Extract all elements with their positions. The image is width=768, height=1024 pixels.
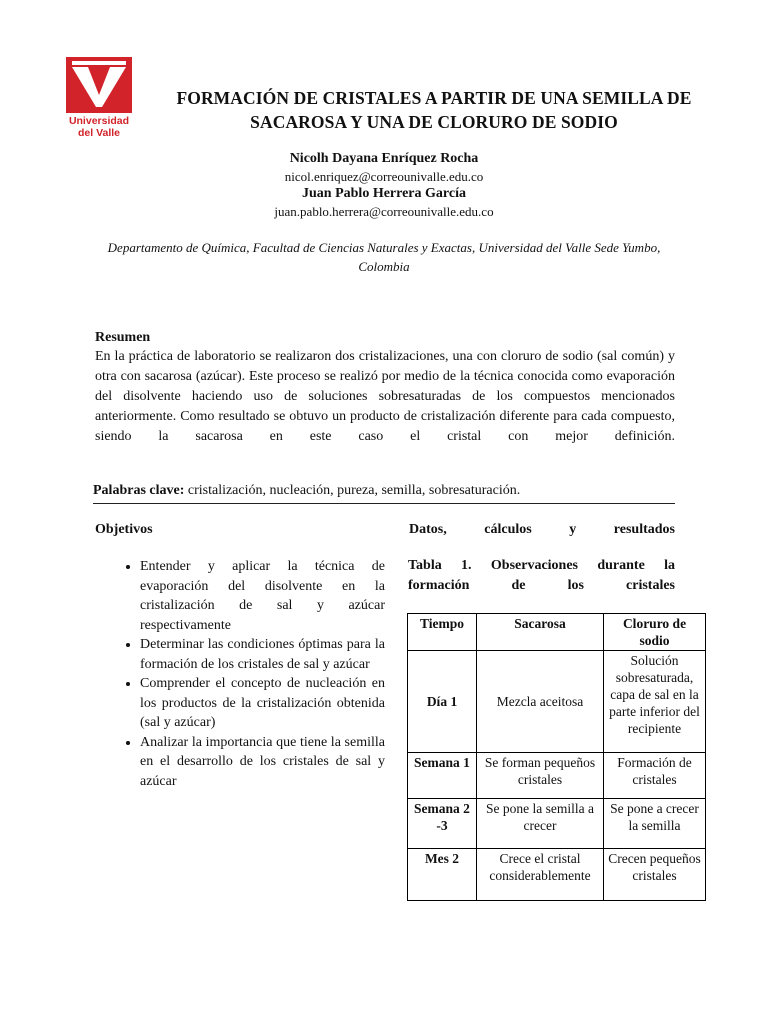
table-cell: Crece el cristal considerablemente [477, 849, 604, 901]
results-heading: Datos, cálculos y resultados [409, 522, 675, 537]
table-cell: Semana 2 -3 [408, 799, 477, 849]
list-item: • Comprender el concepto de nucleación en los productos de la cristalización obtenida (sal y azúcar) [140, 674, 385, 733]
abstract-heading: Resumen [95, 330, 151, 345]
table-row [408, 753, 706, 799]
svg-text:Universidad: Universidad [68, 115, 130, 127]
author-name: Nicolh Dayana Enríquez Rocha [289, 151, 479, 166]
table-row [408, 651, 706, 753]
table-cell: Crecen pequeños cristales [604, 849, 706, 901]
table-cell: Formación de cristales [604, 753, 706, 799]
table-header: Sacarosa [477, 614, 604, 651]
table-cell: Semana 1 [408, 753, 477, 799]
author-email[interactable]: juan.pablo.herrera@correounivalle.edu.co [274, 204, 494, 219]
table-cell: Día 1 [408, 651, 477, 753]
objectives-list [118, 557, 385, 791]
affiliation: Departamento de Química, Facultad de Ciencias Naturales y Exactas, Universidad del Valle Sede Yumbo, Colombia [107, 240, 661, 274]
table-cell: Solución sobresaturada, capa de sal en la parte inferior del recipiente [604, 651, 706, 753]
keywords-label: Palabras clave: [93, 483, 185, 498]
table-cell: Mes 2 [408, 849, 477, 901]
abstract-body: En la práctica de laboratorio se realizaron dos cristalizaciones, una con cloruro de sodio (sal común) y otra con sacarosa (azúcar). Este proceso se realizó por medio de la técnica conocida como evaporación del disolvente haciendo uso de soluciones sobresaturadas de los compuestos mencionados anteriormente. Como resultado se obtuvo un producto de cristalización diferente para cada compuesto, siendo la sacarosa en este caso el cristal con mejor definición. [95, 349, 675, 444]
paper-title: FORMACIÓN DE CRISTALES A PARTIR DE UNA SEMILLA DE SACAROSA Y UNA DE CLORURO DE SODIO [176, 88, 692, 132]
author-name: Juan Pablo Herrera García [302, 186, 466, 201]
author-email[interactable]: nicol.enriquez@correounivalle.edu.co [284, 169, 484, 184]
objectives-heading: Objetivos [95, 522, 153, 537]
keywords [93, 483, 520, 499]
list-item: • Entender y aplicar la técnica de evaporación del disolvente en la cristalización de sal y azúcar respectivamente [140, 557, 385, 635]
svg-text:del Valle: del Valle [77, 127, 121, 139]
table-cell: Se pone la semilla a crecer [477, 799, 604, 849]
table-header: Tiempo [408, 614, 477, 651]
univalle-logo-icon [66, 57, 134, 141]
divider [93, 503, 675, 504]
list-item: • Analizar la importancia que tiene la semilla en el desarrollo de los cristales de sal y azúcar [140, 733, 385, 792]
table-cell: Mezcla aceitosa [477, 651, 604, 753]
table-cell: Se forman pequeños cristales [477, 753, 604, 799]
keywords-value: cristalización, nucleación, pureza, semilla, sobresaturación. [187, 483, 521, 498]
table-row [408, 799, 706, 849]
table-header-row [408, 614, 706, 651]
table-caption: Tabla 1. Observaciones durante la formación de los cristales [408, 558, 675, 593]
table-header: Cloruro de sodio [604, 614, 706, 651]
table-row [408, 849, 706, 901]
observations-table [407, 613, 706, 901]
university-logo [66, 57, 134, 141]
table-cell: Se pone a crecer la semilla [604, 799, 706, 849]
list-item: • Determinar las condiciones óptimas para la formación de los cristales de sal y azúcar [140, 635, 385, 674]
